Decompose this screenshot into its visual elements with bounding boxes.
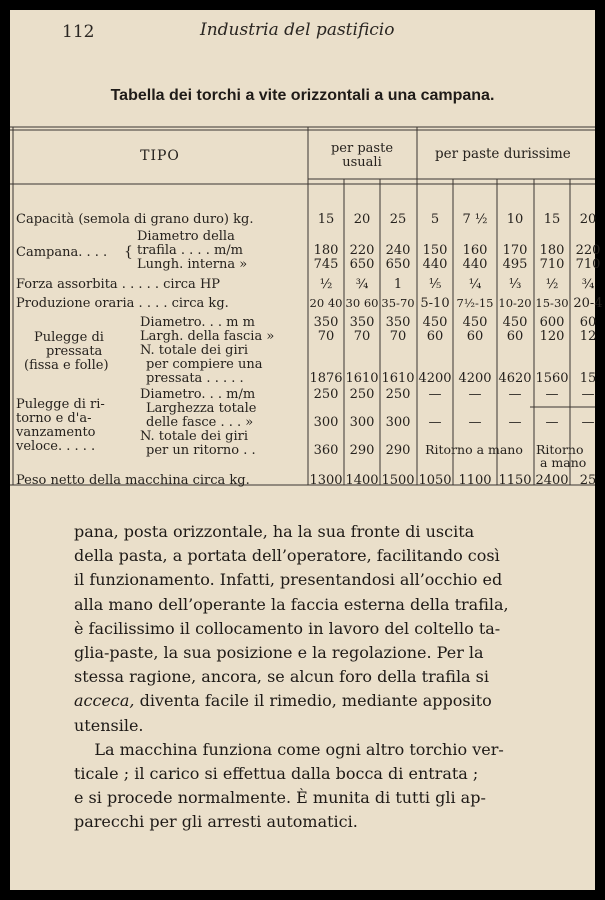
header-group2: per paste durissime <box>435 146 571 162</box>
sub-label: Larghezza totale <box>146 401 257 416</box>
cell-ritorno-larghezza: 300 <box>385 415 411 430</box>
brace: { <box>124 244 133 260</box>
text-line: alla mano dell’operante la faccia esterna della trafila, <box>74 594 509 614</box>
cell-forza: 1 <box>393 277 403 292</box>
cell-pressata-larghezza: 12 <box>579 329 597 344</box>
cell-capacita: 20 <box>353 212 371 227</box>
cell-produzione: 20 40 <box>309 296 343 310</box>
cell-forza: ¼ <box>468 277 482 292</box>
sub-label: Diametro. . . m/m <box>140 387 256 402</box>
cell-pressata-giri: 1876 <box>309 371 343 386</box>
text-line: il funzionamento. Infatti, presentandosi all’occhio ed <box>74 570 503 590</box>
page-number: 112 <box>62 22 95 42</box>
row-label-pulegge-ritorno: Pulegge di ri- <box>16 397 105 412</box>
cell-capacita: 7 ½ <box>462 212 488 227</box>
cell-campana-diametro: 220 <box>575 243 601 258</box>
cell-pressata-diametro: 600 <box>539 315 565 330</box>
ritorno-a-mano-label: Ritorno a mano <box>425 442 523 457</box>
cell-capacita: 5 <box>430 212 440 227</box>
cell-campana-diametro: 160 <box>462 243 488 258</box>
cell-pressata-giri: 4200 <box>418 371 452 386</box>
row-label-peso: Peso netto della macchina circa kg. <box>16 473 250 488</box>
cell-campana-lunghezza: 440 <box>422 257 448 272</box>
text-line <box>74 689 574 713</box>
cell-pressata-diametro: 350 <box>385 315 411 330</box>
cell-ritorno-larghezza: — <box>468 415 482 430</box>
cell-ritorno-diametro: — <box>468 387 482 402</box>
text-line: glia-paste, la sua posizione e la regolazione. Per la <box>74 642 484 662</box>
row-label-forza: Forza assorbita . . . . . circa HP <box>16 277 221 292</box>
cell-ritorno-larghezza: 300 <box>313 415 339 430</box>
cell-ritorno-diametro: — <box>508 387 522 402</box>
sub-label: delle fasce . . . » <box>146 415 254 430</box>
cell-ritorno-larghezza: — <box>581 415 595 430</box>
cell-peso: 1500 <box>381 473 415 488</box>
specs-table <box>10 10 603 490</box>
ritorno-label-2: Ritorno <box>536 442 584 457</box>
text-line: ticale ; il carico si effettua dalla bocca di entrata ; <box>74 763 479 783</box>
row-label-campana: Campana. . . . <box>16 245 108 260</box>
ritorno-label-2b: a mano <box>540 455 587 470</box>
cell-campana-lunghezza: 495 <box>502 257 528 272</box>
cell-produzione: 5-10 <box>420 296 450 311</box>
row-label-pulegge-pressata: Pulegge di <box>34 330 104 345</box>
cell-campana-lunghezza: 650 <box>349 257 375 272</box>
text-span: diventa facile il rimedio, mediante apposito <box>134 691 492 711</box>
cell-pressata-diametro: 350 <box>313 315 339 330</box>
cell-pressata-larghezza: 60 <box>426 329 444 344</box>
sub-label: Largh. della fascia » <box>140 329 275 344</box>
cell-capacita: 15 <box>317 212 335 227</box>
cell-pressata-diametro: 450 <box>462 315 488 330</box>
cell-campana-lunghezza: 710 <box>575 257 601 272</box>
cell-pressata-giri: 1610 <box>345 371 379 386</box>
cell-pressata-giri: 4200 <box>458 371 492 386</box>
cell-pressata-diametro: 60 <box>579 315 597 330</box>
cell-campana-diametro: 180 <box>539 243 565 258</box>
book-page <box>10 10 603 890</box>
cell-campana-lunghezza: 710 <box>539 257 565 272</box>
cell-campana-diametro: 170 <box>502 243 528 258</box>
cell-pressata-giri: 1560 <box>535 371 569 386</box>
cell-ritorno-diametro: — <box>428 387 442 402</box>
cell-ritorno-larghezza: — <box>508 415 522 430</box>
cell-pressata-larghezza: 70 <box>317 329 335 344</box>
cell-peso: 2400 <box>535 473 569 488</box>
cell-forza: ½ <box>545 277 559 292</box>
sub-label: Lungh. interna » <box>137 257 248 272</box>
cell-capacita: 25 <box>389 212 407 227</box>
sub-label: pressata . . . . . <box>146 371 244 386</box>
text-line: della pasta, a portata dell’operatore, facilitando così <box>74 546 500 566</box>
cell-pressata-diametro: 350 <box>349 315 375 330</box>
cell-capacita: 20 <box>579 212 597 227</box>
cell-campana-diametro: 240 <box>385 243 411 258</box>
cell-campana-lunghezza: 440 <box>462 257 488 272</box>
cell-produzione: 35-70 <box>381 296 415 310</box>
cell-ritorno-giri: 290 <box>349 443 375 458</box>
row-label-pulegge-ritorno: veloce. . . . . <box>16 439 96 454</box>
header-group1-line2: usuali <box>342 155 382 170</box>
text-line: è facilissimo il collocamento in lavoro del coltello ta- <box>74 618 501 638</box>
cell-campana-diametro: 180 <box>313 243 339 258</box>
cell-forza: ⅕ <box>428 277 442 292</box>
sub-label: per un ritorno . . <box>146 443 256 458</box>
sub-label: N. totale dei giri <box>140 429 248 444</box>
sub-label: Diametro. . . m m <box>140 315 255 330</box>
cell-pressata-giri: 1610 <box>381 371 415 386</box>
row-label-produzione: Produzione oraria . . . . circa kg. <box>16 296 229 311</box>
cell-pressata-larghezza: 60 <box>506 329 524 344</box>
body-text <box>74 520 574 834</box>
cell-ritorno-larghezza: — <box>545 415 559 430</box>
sub-label: Diametro della <box>137 229 235 244</box>
cell-campana-lunghezza: 745 <box>313 257 339 272</box>
cell-peso: 1150 <box>498 473 532 488</box>
cell-campana-lunghezza: 650 <box>385 257 411 272</box>
cell-pressata-diametro: 450 <box>502 315 528 330</box>
cell-ritorno-diametro: 250 <box>349 387 375 402</box>
cell-ritorno-giri: 360 <box>313 443 339 458</box>
cell-ritorno-giri: 290 <box>385 443 411 458</box>
cell-pressata-larghezza: 70 <box>389 329 407 344</box>
cell-produzione: 20-4 <box>573 296 603 311</box>
text-line: e si procede normalmente. È munita di tutti gli ap- <box>74 788 486 808</box>
text-line: pana, posta orizzontale, ha la sua fronte di uscita <box>74 522 475 541</box>
cell-pressata-giri: 4620 <box>498 371 532 386</box>
header-group1-line1: per paste <box>330 141 394 156</box>
row-label-capacita: Capacità (semola di grano duro) kg. <box>16 212 254 227</box>
cell-ritorno-diametro: — <box>545 387 559 402</box>
sub-label: trafila . . . . m/m <box>137 243 243 258</box>
cell-ritorno-diametro: 250 <box>385 387 411 402</box>
cell-forza: ¾ <box>355 277 369 292</box>
table-caption: Tabella dei torchi a vite orizzontali a una campana. <box>110 87 495 104</box>
row-label-pulegge-ritorno: vanzamento <box>16 425 96 440</box>
cell-ritorno-larghezza: 300 <box>349 415 375 430</box>
text-line: La macchina funziona come ogni altro torchio ver- <box>74 739 504 759</box>
cell-peso: 1300 <box>309 473 343 488</box>
cell-pressata-larghezza: 70 <box>353 329 371 344</box>
cell-peso: 1100 <box>458 473 492 488</box>
cell-pressata-larghezza: 60 <box>466 329 484 344</box>
cell-peso: 1050 <box>418 473 452 488</box>
cell-produzione: 30 60 <box>345 296 379 310</box>
cell-peso: 1400 <box>345 473 379 488</box>
cell-capacita: 15 <box>543 212 561 227</box>
cell-forza: ½ <box>319 277 333 292</box>
sub-label: per compiere una <box>146 357 263 372</box>
row-label-pulegge-ritorno: torno e d'a- <box>16 411 92 426</box>
cell-capacita: 10 <box>506 212 524 227</box>
text-line: parecchi per gli arresti automatici. <box>74 812 358 832</box>
text-line: utensile. <box>74 715 144 735</box>
cell-ritorno-diametro: 250 <box>313 387 339 402</box>
cell-campana-diametro: 150 <box>422 243 448 258</box>
cell-peso: 25 <box>579 473 597 488</box>
row-label-pulegge-pressata: pressata <box>46 344 103 359</box>
sub-label: N. totale dei giri <box>140 343 248 358</box>
cell-pressata-larghezza: 120 <box>539 329 565 344</box>
cell-pressata-giri: 15 <box>579 371 597 386</box>
header-tipo: TIPO <box>140 148 180 164</box>
cell-produzione: 15-30 <box>535 296 569 310</box>
cell-produzione: 10-20 <box>498 296 532 310</box>
cell-produzione: 7½-15 <box>456 296 494 310</box>
row-label-pulegge-pressata: (fissa e folle) <box>24 358 109 373</box>
cell-pressata-diametro: 450 <box>422 315 448 330</box>
cell-ritorno-diametro: — <box>581 387 595 402</box>
running-title: Industria del pastificio <box>200 20 395 40</box>
cell-forza: ⅓ <box>508 277 522 292</box>
cell-campana-diametro: 220 <box>349 243 375 258</box>
cell-forza: ¾ <box>581 277 595 292</box>
italic-word: acceca, <box>74 691 135 711</box>
cell-ritorno-larghezza: — <box>428 415 442 430</box>
text-line: stessa ragione, ancora, se alcun foro della trafila si <box>74 667 490 687</box>
